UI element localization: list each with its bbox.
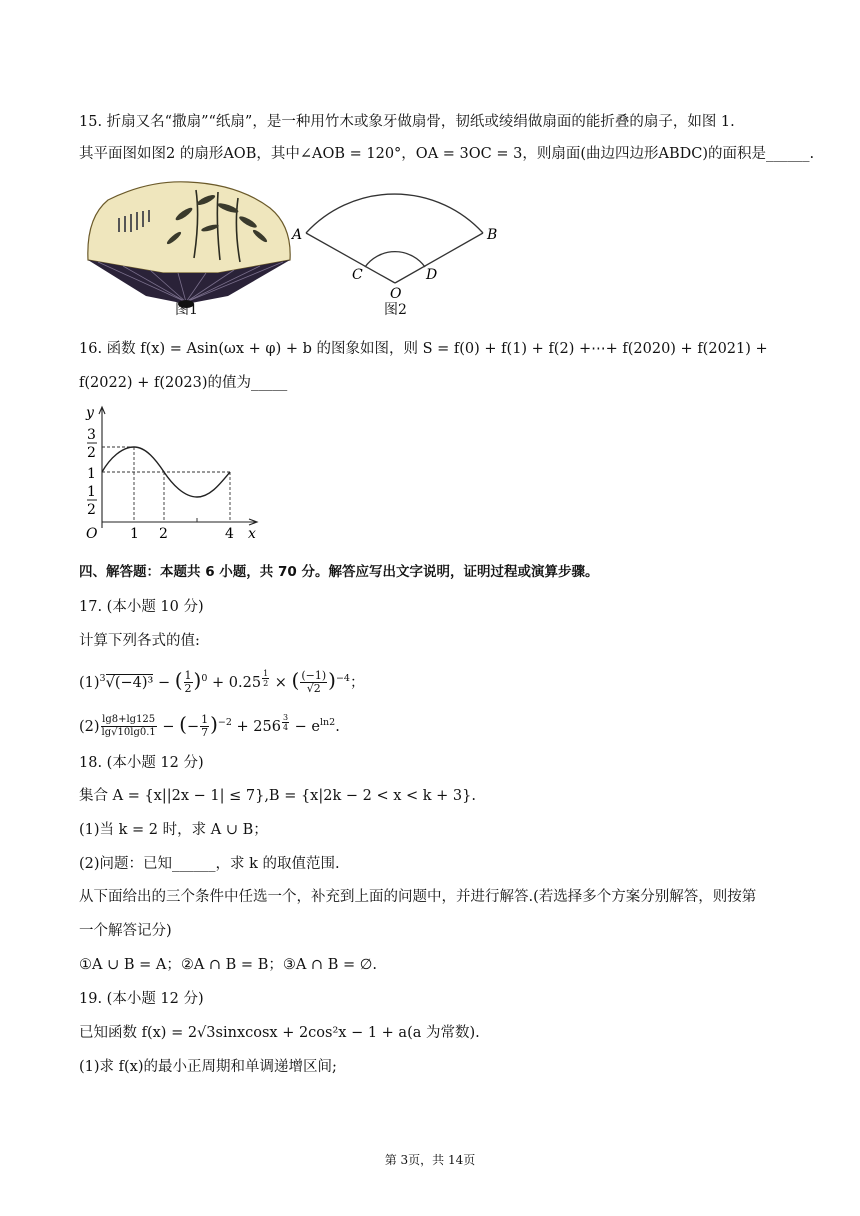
q18-conditions: ①A ∪ B = A；②A ∩ B = B；③A ∩ B = ∅. bbox=[79, 957, 377, 973]
radius-OA bbox=[306, 233, 395, 283]
x-tick-2: 2 bbox=[159, 526, 168, 542]
sine-graph bbox=[80, 402, 266, 542]
origin-label: O bbox=[86, 526, 98, 542]
q16-line1: 16. 函数 f(x) = Asin(ωx + φ) + b 的图象如图，则 S = f(0) + f(1) + f(2) +⋯+ f(2020) + f(2021) + bbox=[79, 341, 768, 357]
outer-arc bbox=[306, 194, 483, 233]
y-tick-1-2-den: 2 bbox=[87, 502, 96, 518]
y-tick-1-2-num: 1 bbox=[87, 484, 96, 500]
y-tick-1: 1 bbox=[87, 466, 96, 482]
x-tick-1: 1 bbox=[130, 526, 139, 542]
page-footer: 第 3页，共 14页 bbox=[384, 1153, 476, 1167]
label-D: D bbox=[426, 267, 438, 283]
x-tick-4: 4 bbox=[225, 526, 234, 542]
q19-function: 已知函数 f(x) = 2√3sinxcosx + 2cos²x − 1 + a(a 为常数). bbox=[79, 1025, 480, 1041]
x-axis-label: x bbox=[248, 526, 256, 542]
q18-head: 18. (本小题 12 分) bbox=[79, 755, 204, 771]
inner-arc bbox=[365, 252, 425, 267]
y-axis-label: y bbox=[86, 405, 94, 421]
q17-part1: $(1)^3√(-4)^3$ − ( $\frac{1}{2}$ )$^0$ + 0.25 $^{\frac{1}{2}}$ × ( $\frac{(-1)}{√2}$ )$^{-4}$； bbox=[79, 667, 365, 696]
q18-set: 集合 A = {x||2x − 1| ≤ 7},B = {x|2k − 2 < x < k + 3}. bbox=[79, 788, 476, 804]
label-C: C bbox=[352, 267, 363, 283]
label-A: A bbox=[292, 227, 303, 243]
q17-head: 17. (本小题 10 分) bbox=[79, 599, 204, 615]
y-tick-3-2-num: 3 bbox=[87, 427, 96, 443]
label-O: O bbox=[390, 286, 402, 300]
q18-note1: 从下面给出的三个条件中任选一个，补充到上面的问题中，并进行解答.(若选择多个方案分别解答，则按第 bbox=[79, 889, 757, 905]
fan-illustration bbox=[78, 178, 294, 318]
q16-line2: f(2022) + f(2023)的值为_____ bbox=[79, 375, 288, 391]
q15-line1: 15. 折扇又名“撒扇”“纸扇”，是一种用竹木或象牙做扇骨，韧纸或绫绢做扇面的能折叠的扇子，如图 1. bbox=[79, 114, 735, 130]
sector-diagram bbox=[290, 175, 510, 300]
q17-intro: 计算下列各式的值: bbox=[79, 633, 200, 649]
q17-part2: (2) $\frac{\lg 8+\lg 125}{\lg√10\lg 0.1}$ − (− $\frac{1}{7}$ )$^{-2}$ + 256 $^{\frac{3}{4}}$ − $e^{ln2}$. bbox=[79, 711, 340, 740]
q18-part1: (1)当 k = 2 时，求 A ∪ B； bbox=[79, 822, 268, 838]
q19-head: 19. (本小题 12 分) bbox=[79, 991, 204, 1007]
fig2-caption: 图2 bbox=[384, 302, 407, 318]
section4-title: 四、解答题：本题共 6 小题，共 70 分。解答应写出文字说明，证明过程或演算步骤。 bbox=[79, 564, 599, 580]
fig1-caption: 图1 bbox=[175, 302, 198, 318]
q18-part2: (2)问题：已知______，求 k 的取值范围. bbox=[79, 856, 340, 872]
q18-note2: 一个解答记分) bbox=[79, 923, 172, 939]
q19-part1: (1)求 f(x)的最小正周期和单调递增区间; bbox=[79, 1059, 337, 1075]
y-tick-3-2-den: 2 bbox=[87, 445, 96, 461]
radius-OB bbox=[395, 233, 483, 283]
label-B: B bbox=[487, 227, 498, 243]
sine-curve bbox=[102, 447, 230, 497]
q15-line2: 其平面图如图2 的扇形AOB，其中∠AOB = 120°，OA = 3OC = 3，则扇面(曲边四边形ABDC)的面积是______. bbox=[79, 146, 815, 162]
